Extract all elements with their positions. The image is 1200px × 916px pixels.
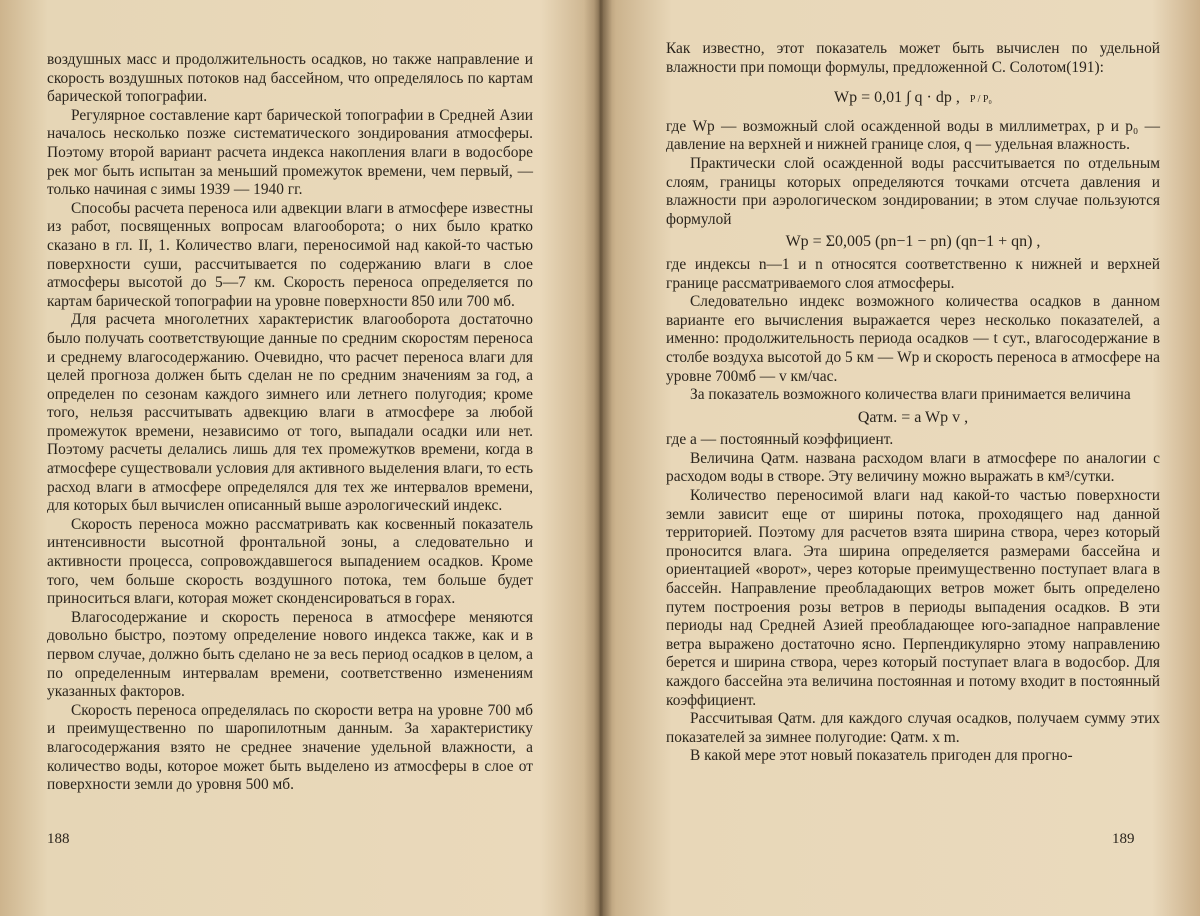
book-gutter <box>584 0 616 916</box>
paragraph: Как известно, этот показатель может быть вычислен по удельной влажности при помощи формулы, предложенной С. Солотом(191): <box>666 40 1160 76</box>
paragraph: Регулярное составление карт барической топографии в Средней Азии началось несколько позже систематического зондирования атмосферы. Поэтому второй вариант расчета индекса накопления влаги в водосборе рек мог быть испытан за меньший промежуток времени, чем первый, — только начиная с зимы 1939 — 1940 гг. <box>47 106 533 199</box>
formula-integral: Wp = 0,01 ∫ q · dp , P / P₀ <box>834 89 992 107</box>
paragraph: Величина Qатм. названа расходом влаги в атмосфере по аналогии с расходом воды в створе. Эту величину можно выражать в км³/сутки. <box>666 449 1160 486</box>
paragraph: Следовательно индекс возможного количества осадков в данном варианте его вычисления выражается через несколько показателей, а именно: продолжительность периода осадков — t сут., влагосодержание в столбе воздуха высотой до 5 км — Wp и скорость переноса в атмосфере на уровне 700мб — v км/час. <box>666 293 1160 385</box>
integral-upper-limit: P <box>969 94 976 106</box>
page-number: 189 <box>1112 831 1135 847</box>
paragraph: Влагосодержание и скорость переноса в атмосфере меняются довольно быстро, поэтому определение нового индекса также, как и в первом случае, должно быть сделано не за весь период осадков в целом, а по определенным интервалам времени, соответственно изменениям указанных факторов. <box>47 608 533 701</box>
paragraph: Скорость переноса можно рассматривать как косвенный показатель интенсивности высотной фронтальной зоны, а следовательно и активности процесса, сопровождавшегося выпадением осадков. Кроме того, чем больше скорость воздушного потока, тем больше будет приноситься влаги, которая может сконденсироваться в горах. <box>47 515 533 608</box>
paragraph: где индексы n—1 и n относятся соответственно к нижней и верхней границе рассматриваемого слоя атмосферы. <box>666 255 1160 292</box>
paragraph: где Wp — возможный слой осажденной воды в миллиметрах, p и p₀ — давление на верхней и нижней границе слоя, q — удельная влажность. <box>666 117 1160 154</box>
right-page <box>600 0 1200 916</box>
paragraph: Для расчета многолетних характеристик влагооборота достаточно было получать соответствующие данные по средним скоростям переноса и среднему влагосодержанию. Очевидно, что расчет переноса влаги для целей прогноза должен быть сделан не по средним значениям за год, а определен по сезонам каждого зимнего или летнего полугодия; кроме того, нельзя рассчитывать адвекцию влаги в атмосфере за любой промежуток времени, независимо от того, выпадали осадки или нет. Поэтому расчеты делались лишь для тех промежутков времени, когда в атмосфере существовали условия для активного выделения влаги, то есть расход влаги в атмосфере определялся для тех же интервалов времени, для которых был вычислен описанный выше аэрологический индекс. <box>47 311 533 515</box>
paragraph: В какой мере этот новый показатель пригоден для прогно- <box>690 747 1073 765</box>
paragraph: где a — постоянный коэффициент. <box>666 431 894 449</box>
paragraph: Скорость переноса определялась по скорости ветра на уровне 700 мб и преимущественно по шаропилотным данным. За характеристику влагосодержания взято не среднее значение удельной влажности, а количество воды, которое может быть выделено из атмосферы в слое от поверхности земли до уровня 500 мб. <box>47 701 533 794</box>
integral-lower-limit: P₀ <box>982 94 992 106</box>
formula-q: Qатм. = a Wp v , <box>857 408 969 426</box>
paragraph: За показатель возможного количества влаги принимается величина <box>690 386 1131 404</box>
paragraph: Количество переносимой влаги над какой-то частью поверхности земли зависит еще от ширины потока, проходящего над данной территорией. Поэтому для расчетов взята ширина створа, через который проносится влага. Эта ширина определяется размерами бассейна и ориентацией «ворот», через которые преимущественно поступает влага в бассейн. Направление преобладающих ветров может быть определено путем построения розы ветров в периоды выпадения осадков. В эти периоды над Средней Азией преобладающее юго-западное направление ветра выражено достаточно ясно. Перпендикулярно этому направлению берется и ширина створа, через который поступает влага в водосбор. Для каждого бассейна эта величина постоянная и потому входит в постоянный коэффициент. <box>666 487 1160 709</box>
formula-sum: Wp = Σ0,005 (pn−1 − pn) (qn−1 + qn) , <box>785 233 1041 251</box>
paragraph: Способы расчета переноса или адвекции влаги в атмосфере известны из работ, посвященных вопросам влагооборота; о них было кратко сказано в гл. II, 1. Количество влаги, переносимой над какой-то частью поверхности суши, рассчитывается по содержанию влаги в слое атмосферы высотой до 5—7 км. Скорость переноса определяется по картам барической топографии на уровне поверхности 850 или 700 мб. <box>47 199 533 310</box>
paragraph: воздушных масс и продолжительность осадков, но также направление и скорость воздушных потоков над бассейном, что определялось по картам барической топографии. <box>47 51 533 106</box>
right-page-text <box>666 40 1160 766</box>
left-page-text <box>47 51 533 795</box>
paragraph: Рассчитывая Qатм. для каждого случая осадков, получаем сумму этих показателей за зимнее полугодие: Qатм. x m. <box>666 710 1160 746</box>
formula-text: Wp = 0,01 ∫ q · dp , <box>834 89 960 107</box>
page-number: 188 <box>47 831 70 847</box>
paragraph: Практически слой осажденной воды рассчитывается по отдельным слоям, границы которых определяются точками отсчета давления и влажности при аэрологическом зондировании; в этом случае пользуются формулой <box>666 154 1160 228</box>
